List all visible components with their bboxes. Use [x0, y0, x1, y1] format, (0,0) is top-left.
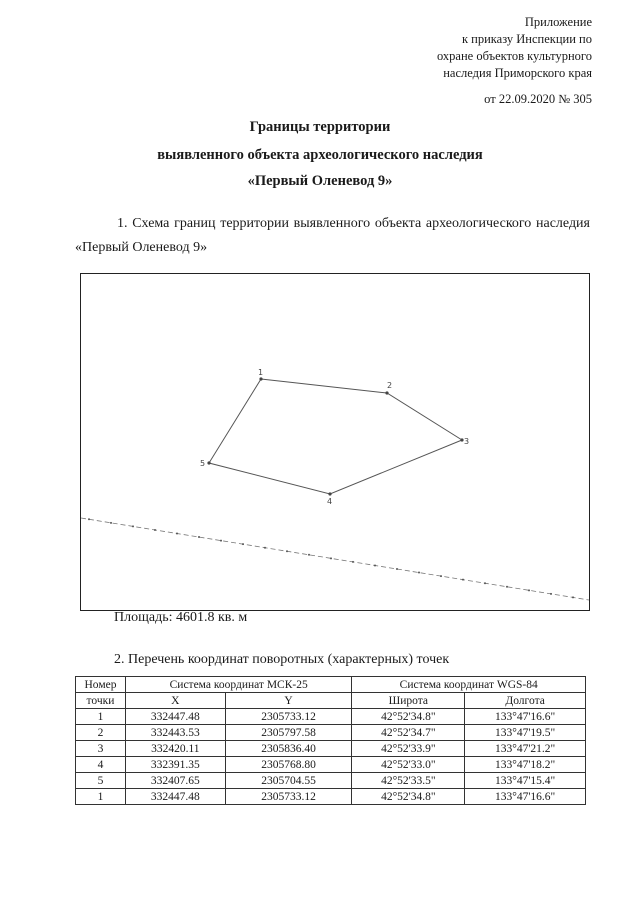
- table-row: [76, 757, 586, 773]
- appendix-line: к приказу Инспекции по: [461, 32, 592, 46]
- cell-number: 5: [76, 773, 126, 789]
- document-title-line2: выявленного объекта археологического наследия: [157, 147, 483, 163]
- vertex-1: [259, 377, 262, 380]
- cell-longitude: 133°47'16.6": [465, 709, 586, 725]
- table-header-row: [76, 677, 586, 693]
- document-title-line1: Границы территории: [249, 119, 391, 135]
- table-row: [76, 789, 586, 805]
- road-ticks: [88, 518, 574, 598]
- header-msk: Система координат МСК-25: [125, 677, 352, 693]
- road-tick: [286, 550, 288, 552]
- boundary-scheme: [80, 273, 590, 611]
- cell-x: 332407.65: [125, 773, 225, 789]
- vertex-label: 5: [200, 459, 206, 468]
- cell-longitude: 133°47'16.6": [465, 789, 586, 805]
- table-row: [76, 709, 586, 725]
- table-row: [76, 725, 586, 741]
- vertex-label: 3: [464, 437, 470, 446]
- appendix-line: наследия Приморского края: [443, 66, 592, 80]
- territory-boundary: [209, 379, 462, 494]
- cell-y: 2305836.40: [225, 741, 352, 757]
- section1-paragraph: [75, 212, 590, 260]
- cell-x: 332447.48: [125, 789, 225, 805]
- road-tick: [550, 593, 552, 595]
- header-x: X: [125, 693, 225, 709]
- cell-x: 332391.35: [125, 757, 225, 773]
- vertex-label: 4: [327, 497, 333, 506]
- road-tick: [88, 518, 90, 520]
- cell-longitude: 133°47'18.2": [465, 757, 586, 773]
- header-number: Номер: [76, 677, 126, 693]
- road-tick: [352, 561, 354, 563]
- cell-x: 332420.11: [125, 741, 225, 757]
- section2-title: 2. Перечень координат поворотных (характерных) точек: [114, 652, 450, 667]
- cell-number: 4: [76, 757, 126, 773]
- appendix-date: от 22.09.2020 № 305: [484, 92, 592, 106]
- vertex-markers: [207, 377, 463, 495]
- cell-y: 2305733.12: [225, 709, 352, 725]
- road-tick: [484, 582, 486, 584]
- road-tick: [132, 525, 134, 527]
- cell-latitude: 42°52'34.8": [352, 789, 465, 805]
- cell-longitude: 133°47'15.4": [465, 773, 586, 789]
- cell-number: 1: [76, 709, 126, 725]
- road-tick: [572, 596, 574, 598]
- road-tick: [418, 572, 420, 574]
- appendix-block: [437, 14, 592, 82]
- scheme-drawing: [81, 274, 589, 610]
- cell-latitude: 42°52'33.0": [352, 757, 465, 773]
- cell-latitude: 42°52'33.9": [352, 741, 465, 757]
- header-wgs: Система координат WGS-84: [352, 677, 586, 693]
- table-row: [76, 773, 586, 789]
- cell-latitude: 42°52'34.7": [352, 725, 465, 741]
- vertex-2: [385, 391, 388, 394]
- cell-y: 2305768.80: [225, 757, 352, 773]
- vertex-4: [328, 492, 331, 495]
- header-latitude: Широта: [352, 693, 465, 709]
- road-tick: [396, 568, 398, 570]
- table-row: [76, 741, 586, 757]
- section1-text: 1. Схема границ территории выявленного объекта археологического наследия «Первый Оленевод 9»: [75, 216, 590, 255]
- appendix-line: Приложение: [524, 15, 592, 29]
- cell-y: 2305733.12: [225, 789, 352, 805]
- road-tick: [154, 529, 156, 531]
- cell-number: 1: [76, 789, 126, 805]
- cell-number: 2: [76, 725, 126, 741]
- road-tick: [330, 557, 332, 559]
- cell-longitude: 133°47'19.5": [465, 725, 586, 741]
- road-tick: [440, 575, 442, 577]
- header-point: точки: [76, 693, 126, 709]
- road-tick: [264, 547, 266, 549]
- road-tick: [308, 554, 310, 556]
- cell-y: 2305704.55: [225, 773, 352, 789]
- road-tick: [528, 589, 530, 591]
- cell-number: 3: [76, 741, 126, 757]
- cell-y: 2305797.58: [225, 725, 352, 741]
- road-tick: [462, 579, 464, 581]
- road-tick: [506, 586, 508, 588]
- vertex-label: 1: [258, 368, 264, 377]
- area-text: Площадь: 4601.8 кв. м: [114, 610, 248, 625]
- cell-x: 332447.48: [125, 709, 225, 725]
- road-tick: [242, 543, 244, 545]
- road-tick: [220, 540, 222, 542]
- header-longitude: Долгота: [465, 693, 586, 709]
- cell-longitude: 133°47'21.2": [465, 741, 586, 757]
- appendix-line: охране объектов культурного: [436, 49, 592, 63]
- road-line: [81, 518, 589, 600]
- coordinates-table: [75, 676, 586, 805]
- cell-latitude: 42°52'34.8": [352, 709, 465, 725]
- road-tick: [176, 532, 178, 534]
- vertex-5: [207, 461, 210, 464]
- road-tick: [374, 564, 376, 566]
- document-title-line3: «Первый Оленевод 9»: [247, 173, 393, 189]
- header-y: Y: [225, 693, 352, 709]
- table-subheader-row: [76, 693, 586, 709]
- vertex-label: 2: [387, 381, 393, 390]
- road-tick: [110, 522, 112, 524]
- road-tick: [198, 536, 200, 538]
- cell-x: 332443.53: [125, 725, 225, 741]
- cell-latitude: 42°52'33.5": [352, 773, 465, 789]
